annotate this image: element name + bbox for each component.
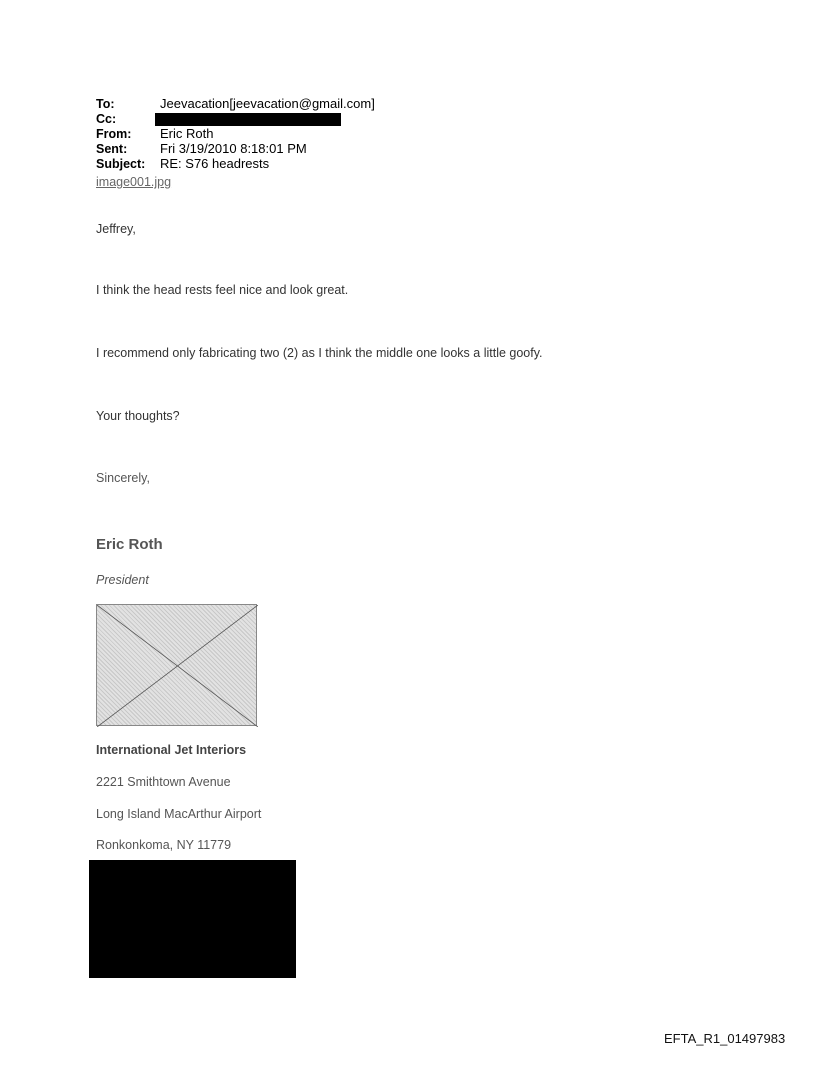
document-id: EFTA_R1_01497983	[664, 1031, 786, 1046]
sent-value: Fri 3/19/2010 8:18:01 PM	[160, 141, 307, 156]
cc-label: Cc:	[96, 112, 117, 126]
company-name: International Jet Interiors	[96, 743, 247, 757]
cc-redaction	[155, 113, 341, 126]
to-value: Jeevacation[jeevacation@gmail.com]	[160, 96, 375, 111]
sent-label: Sent:	[96, 142, 128, 156]
subject-label: Subject:	[96, 157, 146, 171]
subject-value: RE: S76 headrests	[160, 156, 270, 171]
contact-redaction	[89, 860, 296, 978]
attachment-link[interactable]: image001.jpg	[96, 175, 172, 189]
signature-name: Eric Roth	[96, 536, 163, 553]
address-line: 2221 Smithtown Avenue	[96, 775, 231, 789]
to-label: To:	[96, 97, 115, 111]
greeting: Jeffrey,	[96, 222, 136, 236]
from-value: Eric Roth	[160, 126, 214, 141]
body-paragraph: Your thoughts?	[96, 409, 180, 423]
signature-title: President	[96, 573, 149, 587]
closing: Sincerely,	[96, 471, 150, 485]
image-placeholder-icon	[97, 605, 258, 727]
address-line: Long Island MacArthur Airport	[96, 807, 262, 821]
body-paragraph: I recommend only fabricating two (2) as I think the middle one looks a little goofy.	[96, 346, 543, 360]
body-paragraph: I think the head rests feel nice and look great.	[96, 283, 349, 297]
address-line: Ronkonkoma, NY 11779	[96, 838, 232, 852]
broken-image-placeholder	[96, 604, 257, 726]
from-label: From:	[96, 127, 132, 141]
